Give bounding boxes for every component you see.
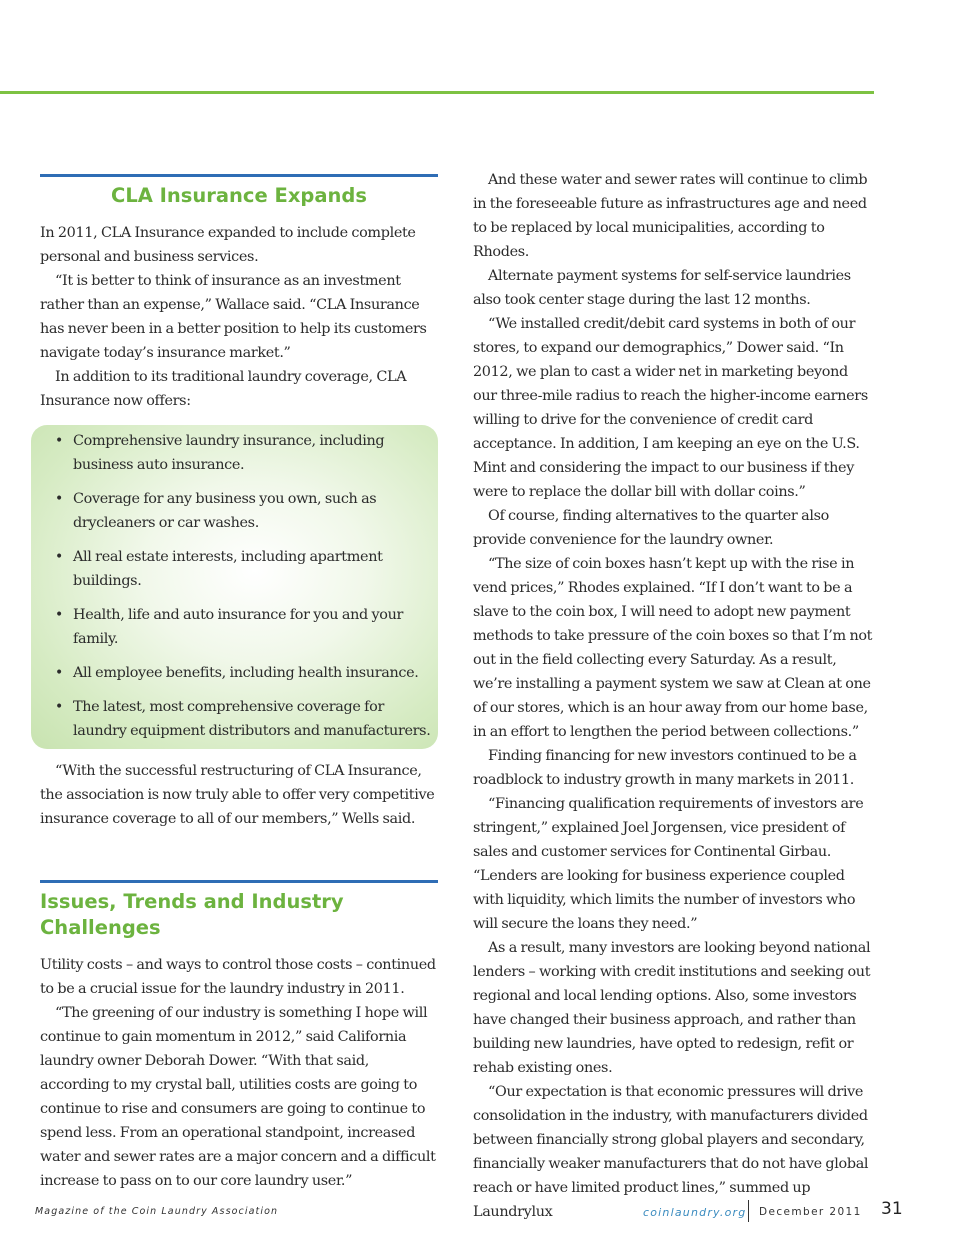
- issue-date: December 2011: [759, 1206, 862, 1218]
- body-paragraph: Finding financing for new investors continued to be a roadblock to industry growth in many markets in 2011.: [473, 748, 857, 788]
- list-item: • Health, life and auto insurance for you and your family.: [53, 603, 432, 651]
- body-paragraph: “Our expectation is that economic pressures will drive consolidation in the industry, with manufacturers divided between financially strong global players and secondary, financially weaker manufacturers that do not have global reach or have limited product lines,” summed up Laundrylux: [473, 1084, 869, 1220]
- body-paragraph: “The size of coin boxes hasn’t kept up with the rise in vend prices,” Rhodes explained. “If I don’t want to be a slave to the coin box, I will need to adopt new payment methods to take pressure of the coin boxes so that I’m not out in the field collecting every Saturday. As a result, we’re installing a payment system we saw at Clean at one of our stores, which is an hour away from our home base, in an effort to lengthen the period between collections.”: [473, 556, 873, 740]
- list-item: • Comprehensive laundry insurance, including business auto insurance.: [53, 429, 432, 477]
- coverage-list-box: [31, 425, 438, 749]
- list-item: • All real estate interests, including apartment buildings.: [53, 545, 432, 593]
- body-paragraph: Utility costs – and ways to control those costs – continued to be a crucial issue for the laundry industry in 2011.: [40, 957, 436, 997]
- body-paragraph: And these water and sewer rates will continue to climb in the foreseeable future as infrastructures age and need to be replaced by local municipalities, according to Rhodes.: [473, 172, 868, 260]
- publication-name: Magazine of the Coin Laundry Association: [35, 1206, 279, 1217]
- website-link[interactable]: coinlaundry.org: [643, 1206, 747, 1219]
- body-paragraph: Of course, finding alternatives to the quarter also provide convenience for the laundry owner.: [473, 508, 829, 548]
- body-paragraph: In 2011, CLA Insurance expanded to include complete personal and business services.: [40, 225, 416, 265]
- section-heading-issues-trends: Issues, Trends and Industry Challenges: [40, 880, 438, 941]
- page-number: 31: [881, 1199, 903, 1219]
- body-paragraph: “It is better to think of insurance as an investment rather than an expense,” Wallace said. “CLA Insurance has never been in a better position to help its customers navigate today’s insurance market.”: [40, 273, 427, 361]
- page-footer: [0, 1196, 960, 1226]
- body-paragraph: “Financing qualification requirements of investors are stringent,” explained Joel Jorgensen, vice president of sales and customer services for Continental Girbau. “Lenders are looking for business experience coupled with liquidity, which limits the number of investors who will secure the loans they need.”: [473, 796, 864, 932]
- right-column: [473, 168, 873, 1224]
- body-paragraph: Alternate payment systems for self-service laundries also took center stage during the last 12 months.: [473, 268, 851, 308]
- footer-divider: [748, 1200, 749, 1222]
- body-paragraph: “With the successful restructuring of CLA Insurance, the association is now truly able to offer very competitive insurance coverage to all of our members,” Wells said.: [40, 763, 435, 827]
- list-item: • The latest, most comprehensive coverage for laundry equipment distributors and manufacturers.: [53, 695, 432, 743]
- body-paragraph: In addition to its traditional laundry coverage, CLA Insurance now offers:: [40, 369, 407, 409]
- left-column: [40, 174, 438, 1193]
- body-paragraph: “The greening of our industry is something I hope will continue to gain momentum in 2012,” said California laundry owner Deborah Dower. “With that said, according to my crystal ball, utilities costs are going to continue to rise and consumers are going to continue to spend less. From an operational standpoint, increased water and sewer rates are a major concern and a difficult increase to pass on to our core laundry user.”: [40, 1005, 436, 1189]
- section-heading-cla-insurance: CLA Insurance Expands: [40, 174, 438, 209]
- top-green-rule: [0, 91, 874, 94]
- coverage-list: [53, 429, 432, 743]
- body-paragraph: “We installed credit/debit card systems in both of our stores, to expand our demographics,” Dower said. “In 2012, we plan to cast a wider net in marketing beyond our three-mile radius to reach the higher-income earners willing to drive for the convenience of credit card acceptance. In addition, I am keeping an eye on the U.S. Mint and considering the impact to our business if they were to replace the dollar bill with dollar coins.”: [473, 316, 868, 500]
- list-item: • All employee benefits, including health insurance.: [53, 661, 432, 685]
- list-item: • Coverage for any business you own, such as drycleaners or car washes.: [53, 487, 432, 535]
- body-paragraph: As a result, many investors are looking beyond national lenders – working with credit institutions and seeking out regional and local lending options. Also, some investors have changed their business approach, and rather than building new laundries, have opted to redesign, refit or rehab existing ones.: [473, 940, 871, 1076]
